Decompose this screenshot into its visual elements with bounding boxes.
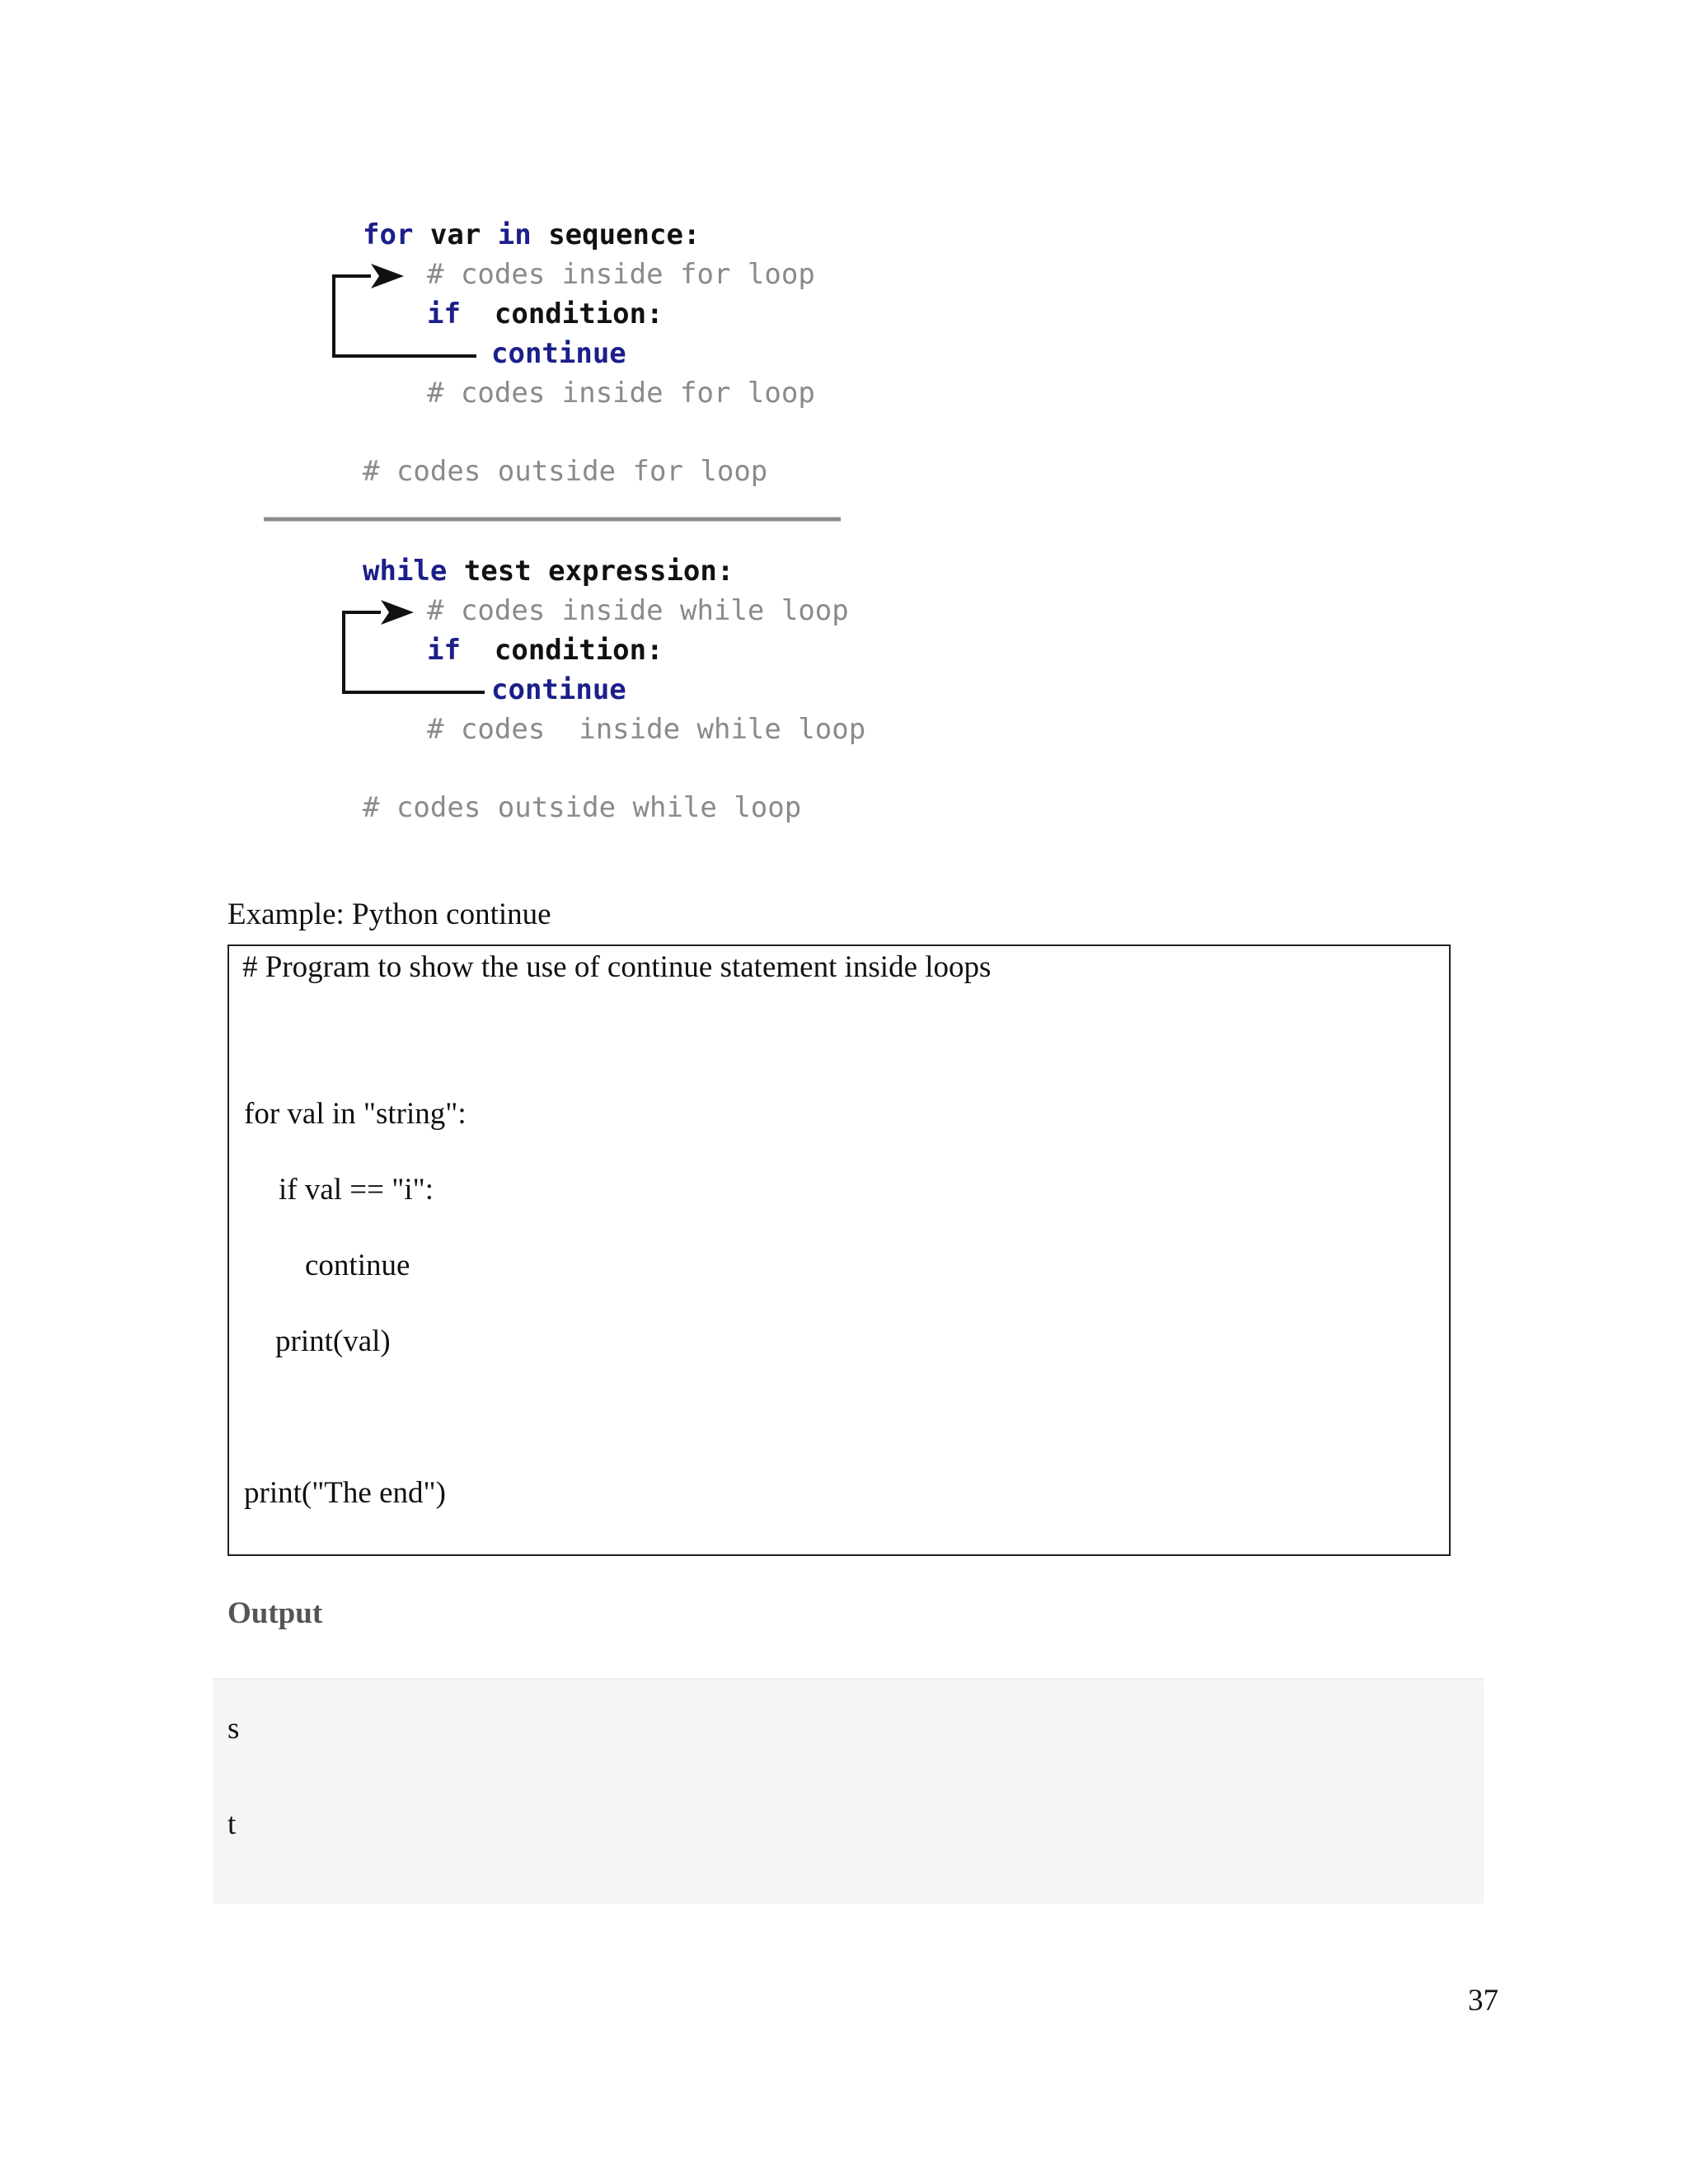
continue-flow-diagram — [247, 198, 907, 857]
while-comment-inside-1: # codes inside while loop — [427, 594, 849, 627]
while-comment-outside: # codes outside while loop — [363, 791, 802, 824]
output-line: s — [227, 1712, 240, 1746]
example-title: Example: Python continue — [227, 898, 551, 931]
code-line: if val == "i": — [279, 1173, 434, 1207]
for-if-line — [427, 298, 663, 330]
code-line: continue — [305, 1249, 410, 1282]
output-line: t — [227, 1807, 237, 1841]
for-continue: continue — [491, 337, 626, 370]
for-var: var — [413, 218, 498, 251]
output-box — [213, 1678, 1484, 1904]
while-header — [363, 555, 734, 588]
page-number: 37 — [1468, 1984, 1498, 2018]
code-line: print("The end") — [244, 1476, 446, 1510]
if-condition: condition: — [460, 634, 663, 667]
for-comment-outside: # codes outside for loop — [363, 455, 768, 488]
if-condition: condition: — [460, 298, 663, 330]
while-continue: continue — [491, 673, 626, 706]
for-comment-inside-2: # codes inside for loop — [427, 377, 815, 410]
for-arrow-head-icon — [371, 264, 404, 288]
while-arrow-head-icon — [381, 600, 414, 625]
if-keyword: if — [427, 634, 461, 667]
for-sequence: sequence: — [531, 218, 701, 251]
while-expression: test expression: — [447, 555, 734, 588]
output-heading: Output — [227, 1596, 323, 1630]
code-line: # Program to show the use of continue statement inside loops — [242, 950, 992, 984]
while-comment-inside-2: # codes inside while loop — [427, 713, 866, 746]
while-keyword: while — [363, 555, 448, 588]
in-keyword: in — [497, 218, 532, 251]
for-keyword: for — [363, 218, 414, 251]
flow-arrows — [247, 198, 907, 857]
if-keyword: if — [427, 298, 461, 330]
while-if-line — [427, 634, 663, 667]
code-line: print(val) — [275, 1324, 391, 1358]
code-line: for val in "string": — [244, 1097, 467, 1131]
code-example-box — [227, 944, 1451, 1556]
for-comment-inside-1: # codes inside for loop — [427, 258, 815, 291]
for-header — [363, 218, 700, 251]
